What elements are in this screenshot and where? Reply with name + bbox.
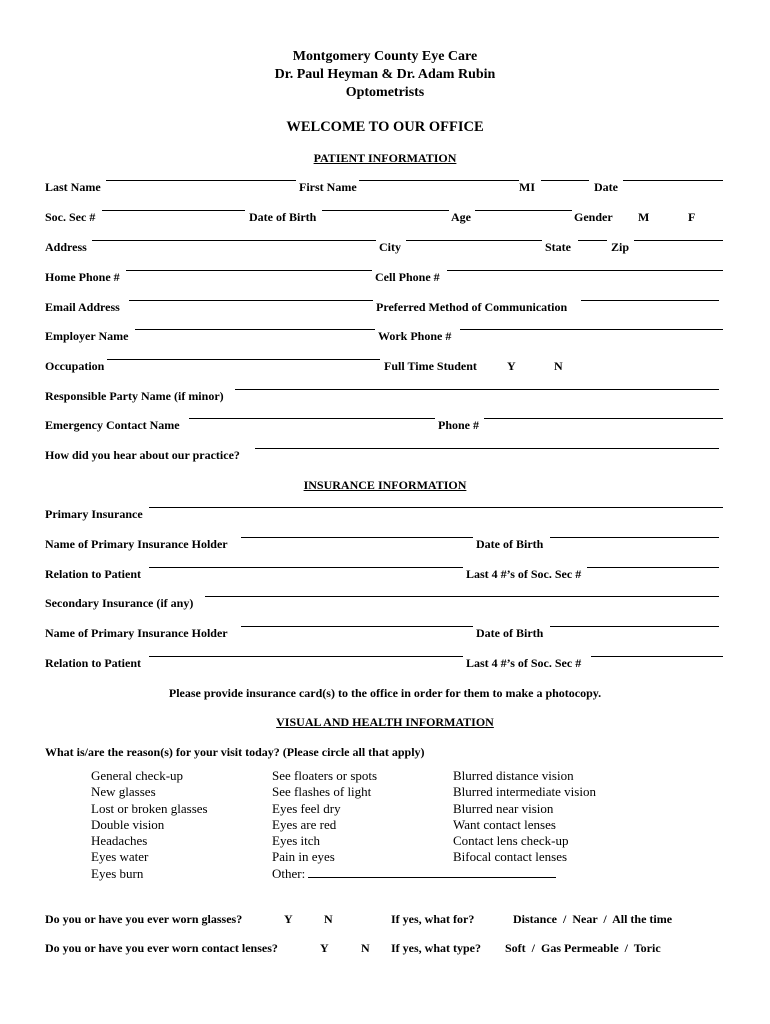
practice-name: Montgomery County Eye Care <box>292 49 478 64</box>
primary-relation-row <box>45 567 725 583</box>
reasons-column-3 <box>453 768 596 866</box>
reason-option[interactable]: General check-up <box>91 768 184 783</box>
reason-option[interactable]: Eyes itch <box>272 833 321 849</box>
reason-option[interactable]: Blurred intermediate vision <box>453 784 596 800</box>
ssn-row <box>45 210 725 226</box>
glasses-question: Do you or have you ever worn glasses? <box>45 912 243 926</box>
contacts-options[interactable]: Soft / Gas Permeable / Toric <box>505 941 661 955</box>
reason-option[interactable]: Blurred distance vision <box>453 768 574 783</box>
glasses-what-label: If yes, what for? <box>391 912 475 926</box>
address-field[interactable] <box>92 240 376 241</box>
occupation-row <box>45 359 725 375</box>
work-phone-field[interactable] <box>460 329 723 330</box>
reason-option[interactable]: New glasses <box>91 784 156 800</box>
email-label: Email Address <box>45 300 120 314</box>
reason-option[interactable]: Pain in eyes <box>272 849 335 865</box>
primary-holder-row <box>45 537 725 553</box>
address-row <box>45 240 725 256</box>
address-label: Address <box>45 240 87 254</box>
primary-insurance-field[interactable] <box>149 507 723 508</box>
welcome-heading: WELCOME TO OUR OFFICE <box>286 119 484 135</box>
primary-holder-dob-field[interactable] <box>550 537 719 538</box>
primary-last4-label: Last 4 #’s of Soc. Sec # <box>466 567 582 581</box>
primary-insurance-row <box>45 507 725 523</box>
cell-phone-field[interactable] <box>447 270 723 271</box>
glasses-no-option[interactable]: N <box>324 912 333 926</box>
patient-info-heading: PATIENT INFORMATION <box>313 151 457 165</box>
emergency-label: Emergency Contact Name <box>45 418 180 432</box>
reason-option[interactable]: Bifocal contact lenses <box>453 849 568 865</box>
reason-option[interactable]: Lost or broken glasses <box>91 800 208 816</box>
primary-relation-label: Relation to Patient <box>45 567 141 581</box>
first-name-label: First Name <box>299 180 357 194</box>
last-name-field[interactable] <box>106 180 296 181</box>
reason-option[interactable]: Headaches <box>91 833 148 849</box>
date-label: Date <box>594 180 618 194</box>
other-reason-row <box>272 866 556 882</box>
age-label: Age <box>451 210 471 224</box>
doctors-names: Dr. Paul Heyman & Dr. Adam Rubin <box>274 67 496 82</box>
insurance-card-note: Please provide insurance card(s) to the office in order for them to make a photocopy. <box>168 686 602 700</box>
secondary-holder-dob-label: Date of Birth <box>476 626 544 640</box>
employer-row <box>45 329 725 345</box>
reason-option[interactable]: See floaters or spots <box>272 768 378 783</box>
secondary-relation-row <box>45 656 725 672</box>
email-field[interactable] <box>129 300 373 301</box>
secondary-holder-row <box>45 626 725 642</box>
ssn-field[interactable] <box>102 210 245 211</box>
responsible-row <box>45 389 725 405</box>
age-field[interactable] <box>475 210 572 211</box>
reason-option[interactable]: See flashes of light <box>272 784 372 800</box>
reason-option[interactable]: Eyes feel dry <box>272 800 341 816</box>
secondary-last4-label: Last 4 #’s of Soc. Sec # <box>466 656 582 670</box>
reason-option[interactable]: Eyes water <box>91 849 149 865</box>
mi-label: MI <box>519 180 535 194</box>
secondary-last4-field[interactable] <box>591 656 723 657</box>
primary-insurance-label: Primary Insurance <box>45 507 143 521</box>
dob-field[interactable] <box>322 210 449 211</box>
student-yes-option[interactable]: Y <box>507 359 516 373</box>
responsible-label: Responsible Party Name (if minor) <box>45 389 224 403</box>
secondary-relation-field[interactable] <box>149 656 463 657</box>
contacts-question: Do you or have you ever worn contact lenses? <box>45 941 278 955</box>
name-row <box>45 180 725 196</box>
other-reason-field[interactable] <box>308 867 556 878</box>
referral-label: How did you hear about our practice? <box>45 448 240 462</box>
dob-label: Date of Birth <box>249 210 317 224</box>
reason-option[interactable]: Want contact lenses <box>453 816 556 832</box>
reason-option[interactable]: Blurred near vision <box>453 800 554 816</box>
preferred-label: Preferred Method of Communication <box>376 300 568 314</box>
glasses-yes-option[interactable]: Y <box>284 912 293 926</box>
employer-label: Employer Name <box>45 329 129 343</box>
state-field[interactable] <box>578 240 607 241</box>
primary-holder-dob-label: Date of Birth <box>476 537 544 551</box>
secondary-insurance-row <box>45 596 725 612</box>
home-phone-label: Home Phone # <box>45 270 120 284</box>
occupation-field[interactable] <box>107 359 380 360</box>
cell-phone-label: Cell Phone # <box>375 270 440 284</box>
city-field[interactable] <box>406 240 542 241</box>
gender-f-option[interactable]: F <box>688 210 696 224</box>
home-phone-field[interactable] <box>126 270 372 271</box>
zip-label: Zip <box>611 240 630 254</box>
contacts-no-option[interactable]: N <box>361 941 370 955</box>
employer-field[interactable] <box>135 329 375 330</box>
secondary-holder-field[interactable] <box>241 626 473 627</box>
first-name-field[interactable] <box>359 180 519 181</box>
student-label: Full Time Student <box>384 359 477 373</box>
primary-holder-label: Name of Primary Insurance Holder <box>45 537 228 551</box>
reason-option[interactable]: Eyes burn <box>91 865 144 881</box>
practice-title: Optometrists <box>345 85 425 100</box>
preferred-field[interactable] <box>581 300 719 301</box>
ssn-label: Soc. Sec # <box>45 210 96 224</box>
reason-option[interactable]: Contact lens check-up <box>453 833 569 849</box>
primary-relation-field[interactable] <box>149 567 463 568</box>
referral-field[interactable] <box>255 448 719 449</box>
phone-row <box>45 270 725 286</box>
emergency-phone-field[interactable] <box>484 418 723 419</box>
reason-option[interactable]: Double vision <box>91 816 165 832</box>
reasons-column-1 <box>91 768 208 882</box>
reason-option[interactable]: Eyes are red <box>272 816 337 832</box>
primary-last4-field[interactable] <box>587 567 719 568</box>
occupation-label: Occupation <box>45 359 105 373</box>
secondary-insurance-field[interactable] <box>205 596 719 597</box>
visit-reason-question: What is/are the reason(s) for your visit today? (Please circle all that apply) <box>45 745 425 759</box>
city-label: City <box>379 240 401 254</box>
glasses-options[interactable]: Distance / Near / All the time <box>513 912 673 926</box>
date-field[interactable] <box>623 180 723 181</box>
zip-field[interactable] <box>634 240 723 241</box>
responsible-field[interactable] <box>235 389 719 390</box>
referral-row <box>45 448 725 464</box>
gender-label: Gender <box>574 210 613 224</box>
secondary-holder-label: Name of Primary Insurance Holder <box>45 626 228 640</box>
visual-health-heading: VISUAL AND HEALTH INFORMATION <box>276 715 494 729</box>
email-row <box>45 300 725 316</box>
secondary-insurance-label: Secondary Insurance (if any) <box>45 596 194 610</box>
insurance-info-heading: INSURANCE INFORMATION <box>303 478 467 492</box>
work-phone-label: Work Phone # <box>378 329 452 343</box>
student-no-option[interactable]: N <box>554 359 563 373</box>
mi-field[interactable] <box>541 180 589 181</box>
secondary-holder-dob-field[interactable] <box>550 626 719 627</box>
gender-m-option[interactable]: M <box>638 210 650 224</box>
contacts-what-label: If yes, what type? <box>391 941 481 955</box>
secondary-relation-label: Relation to Patient <box>45 656 141 670</box>
last-name-label: Last Name <box>45 180 101 194</box>
other-reason-label: Other: <box>272 865 306 881</box>
primary-holder-field[interactable] <box>241 537 473 538</box>
state-label: State <box>545 240 571 254</box>
contacts-yes-option[interactable]: Y <box>320 941 329 955</box>
emergency-field[interactable] <box>189 418 435 419</box>
emergency-phone-label: Phone # <box>438 418 480 432</box>
emergency-row <box>45 418 725 434</box>
